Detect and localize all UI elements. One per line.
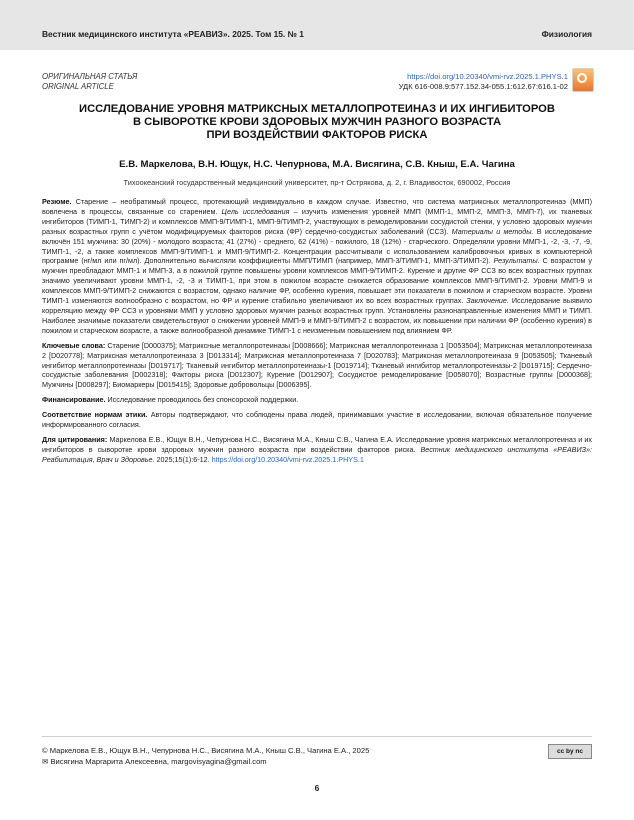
affiliation: Тихоокеанский государственный медицинский университет, пр-т Острякова, д. 2, г. Владивосток, 690002, Россия <box>123 178 511 187</box>
ethics-label: Соответствие нормам этики. <box>42 410 148 420</box>
funding-text: Исследование проводилось без спонсорской поддержки. <box>107 395 299 405</box>
article-type <box>42 72 137 92</box>
funding-label: Финансирование. <box>42 395 106 405</box>
footer-divider <box>42 736 592 737</box>
abstract-intro: Старение – необратимый процесс, протекающий индивидуально в каждом случае. Известно, что система матриксных металлопротеинаэ (ММП) вовлечена в процессы, связанные со старением. <box>42 197 592 216</box>
abstract-label: Резюме. <box>42 197 72 206</box>
copyright: © Маркелова Е.В., Ющук В.Н., Чепурнова Н.С., Висягина М.А., Кныш С.В., Чагина Е.А., 2025 <box>42 746 370 755</box>
conclusion-label: Заключение. <box>466 296 509 306</box>
citation-label: Для цитирования: <box>42 434 108 444</box>
funding <box>42 395 592 405</box>
citation <box>42 435 592 465</box>
doi-block <box>399 72 568 92</box>
keywords <box>42 341 592 391</box>
authors: Е.В. Маркелова, В.Н. Ющук, Н.С. Чепурнова, М.А. Висягина, С.В. Кныш, Е.А. Чагина <box>119 159 515 170</box>
title-line-2: В СЫВОРОТКЕ КРОВИ ЗДОРОВЫХ МУЖЧИН РАЗНОГО ВОЗРАСТА <box>132 116 502 128</box>
citation-doi-link[interactable]: https://doi.org/10.20340/vmi-rvz.2025.1.PHYS.1 <box>211 454 364 464</box>
keywords-label: Ключевые слова: <box>42 340 106 350</box>
methods-label: Материалы и методы. <box>451 226 534 236</box>
conclusion-text: Исследование выявило корреляцию между ФР ССЗ и уровнями ММП у условно здоровых мужчин разных возрастных групп. Установлены разнонаправленные изменения ММП и ТИМП. Наиболее значимые показатели свидетельствуют о снижении уровней ММП-9 и ММП-9/ТИМП-2 с возрастом, их повышении при наличии ФР (особенно курения) в пожилом и старческом возрасте, а также волнообразной динамике ТИМП-1 с неизменным повышением под влиянием ФР. <box>42 296 593 335</box>
ethics-text: Авторы подтверждают, что соблюдены права людей, принимавших участие в исследовании, включая обязательное получение информированного согласия. <box>42 410 593 430</box>
title-line-1: ИССЛЕДОВАНИЕ УРОВНЯ МАТРИКСНЫХ МЕТАЛЛОПРОТЕИНАЗ И ИХ ИНГИБИТОРОВ <box>79 103 555 115</box>
citation-volume: 2025;15(1):6-12. <box>156 454 210 464</box>
results-label: Результаты. <box>493 256 540 266</box>
page-number: 6 <box>314 783 320 793</box>
running-header <box>0 0 634 50</box>
footer <box>42 745 369 767</box>
aim-text: – изучить изменения уровней ММП (ММП-1, ММП-2, ММП-3, ММП-7), их тканевых ингибиторов (ТИМП-1, ТИМП-2) и комплексов ММП-9/ТИМП-1, ММП-9/ТИМП-2, участвующих в ремоделировании сосудистой стенки, у условно здоровых мужчин разных возрастных групп с учётом модифицируемых факторов риска (ФР) сердечно-сосудистых заболеваний (ССЗ). <box>42 206 593 236</box>
cc-license-icon[interactable]: cc by nc <box>548 744 592 759</box>
udc-code: УДК 616-008.9:577.152.34-055.1:612.67:616.1-02 <box>398 82 568 91</box>
section-name: Физиология <box>541 29 592 39</box>
citation-text: Маркелова Е.В., Ющук В.Н., Чепурнова Н.С., Висягина М.А., Кныш С.В., Чагина Е.А. Исследование уровня матриксных металлопротеиназ и их ингибиторов в сыворотке крови здоровых мужчин разного возраста при воздействии факторов риска. <box>42 434 593 454</box>
journal-name: Вестник медицинского института «РЕАВИЗ». 2025. Том 15. № 1 <box>42 29 304 39</box>
ethics <box>42 410 592 430</box>
article-title <box>42 103 592 142</box>
results-text: С возрастом у мужчин преобладают ММП-1 и ММП-3, а в пожилой группе повышены уровни комплексов ММП-9/ТИМП-2. Курение и другие ФР ССЗ во всех возрастных группах значимо увеличивают уровни ММП-1, -2, -3 и ТИМП-1, при этом в пожилом возрасте снижается образование комплексов ММП-9/ТИМП-2. Уровни ММП-9 и комплексов ММП-9/ТИМП-2 снижаются с возрастом, однако наличие ФР, особенно курения, повышает эти показатели в пожилом и старческом возрасте. Уровни ТИМП-1 изменяются волнообразно с возрастом, но ФР и курение стабильно увеличивают их во всех возрастных группах. <box>42 256 593 306</box>
keywords-text: Старение [D000375]; Матриксные металлопротеиназы [D008666]; Матриксная металлопротеиназа 1 [D053504]; Матриксная металлопротеиназа 2 [D020778]; Матриксная металлопротеиназа 3 [D013314]; Матриксная металлопротеиназа 7 [D020783]; Матриксная металлопротеиназа 9 [D053505]; Тканевый ингибитор металлопротеиназы [D019717]; Тканевый ингибитор металлопротеиназы-1 [D019714]; Тканевый ингибитор металлопротеиназы-2 [D019715]; Сердечно-сосудистые заболевания [D002318]; Факторы риска [D012307]; Курение [D012907]; Сосудистое ремоделирование [D058070]; Возрастные группы [D000368]; Мужчины [D008297]; Биомаркеры [D015415]; Здоровые добровольцы [D006395]. <box>42 340 592 390</box>
contact-email[interactable]: ✉ Висягина Маргарита Алексеевна, margovisyagina@gmail.com <box>42 757 267 766</box>
title-line-3: ПРИ ВОЗДЕЙСТВИИ ФАКТОРОВ РИСКА <box>206 129 428 141</box>
article-body <box>42 197 592 470</box>
aim-label: Цель исследования <box>221 206 290 216</box>
methods-text: В исследование включён 151 мужчина: 30 (20%) - молодого возраста; 41 (27%) - среднего, 62 (41%) - пожилого, 18 (12%) - старческого. Определяли уровни ММП-1, -2, -3, -7, -9, ТИМП-1, -2, а также комплексов ММП-9/ТИМП-1 и ММП-9/ТИМП-2. Концентрации рассчитывали с использованием калибровочных кривых в компьютерной программе (нг/мл или пг/мл). Дополнительно вычисляли коэффициенты ММП/ТИМП (например, ММП-3/ТИМП-1, ММП-3/ТИМП-2). <box>42 226 592 266</box>
article-type-en: ORIGINAL ARTICLE <box>42 82 114 91</box>
doi-link[interactable]: https://doi.org/10.20340/vmi-rvz.2025.1.PHYS.1 <box>407 72 568 81</box>
abstract <box>42 197 592 336</box>
article-type-ru: ОРИГИНАЛЬНАЯ СТАТЬЯ <box>42 72 138 81</box>
check-for-updates-icon[interactable] <box>572 68 594 92</box>
citation-journal: Вестник медицинского института «РЕАВИЗ»: Реабилитация, Врач и Здоровье. <box>42 444 593 464</box>
